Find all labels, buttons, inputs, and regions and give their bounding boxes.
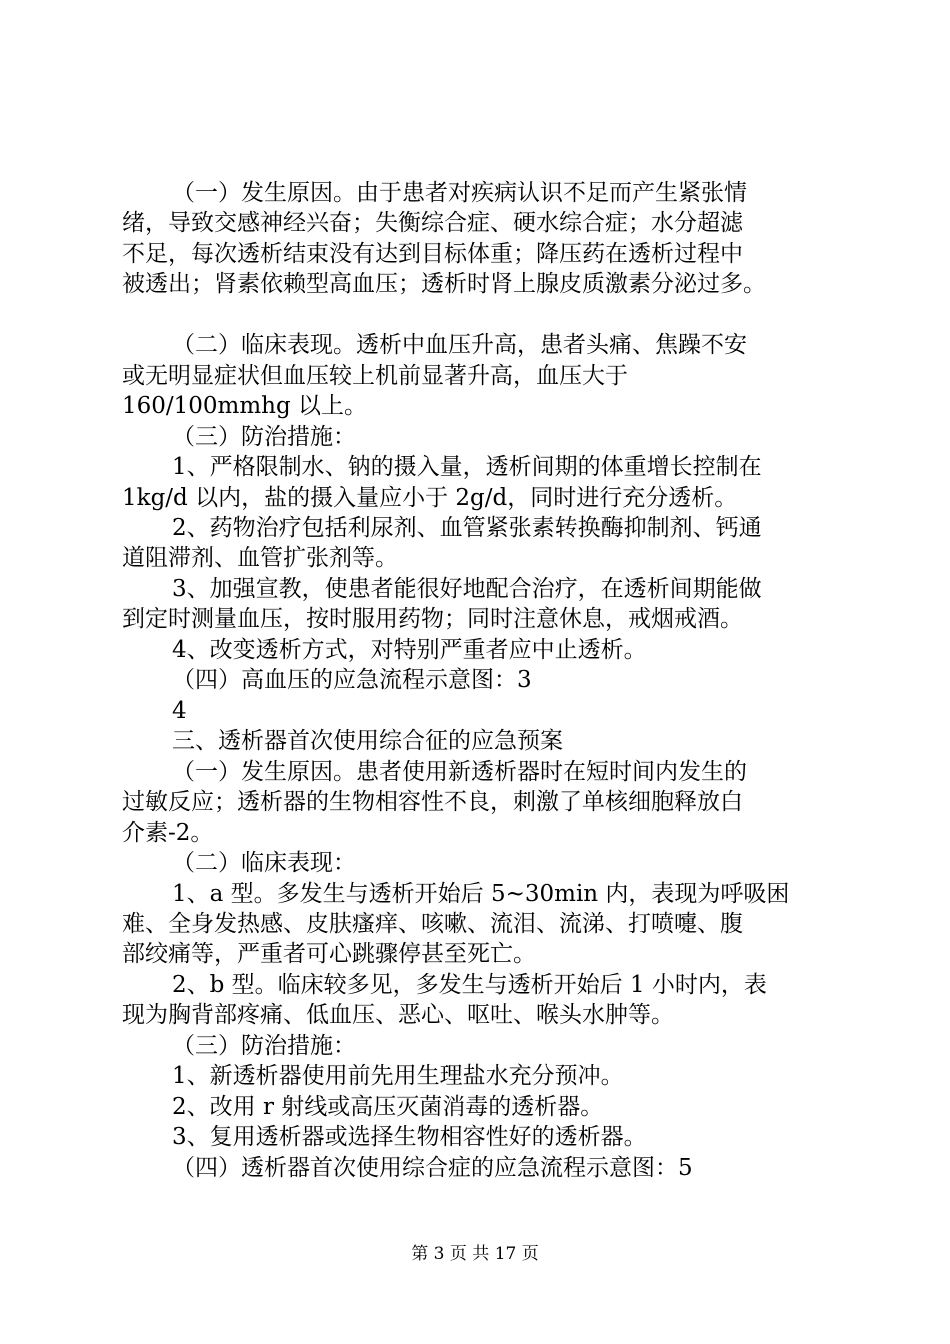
text-line: （四）透析器首次使用综合症的应急流程示意图：5	[172, 1155, 693, 1181]
text-line: 不足，每次透析结束没有达到目标体重；降压药在透析过程中	[122, 241, 743, 267]
text-line: 2、改用 r 射线或高压灭菌消毒的透析器。	[172, 1094, 604, 1120]
text-line: （二）临床表现：	[172, 850, 356, 876]
text-line: （三）防治措施：	[172, 424, 356, 450]
text-line: 被透出；肾素依赖型高血压；透析时肾上腺皮质激素分泌过多。	[122, 271, 766, 297]
text-line: 4	[172, 698, 187, 724]
text-line: 1kg/d 以内，盐的摄入量应小于 2g/d，同时进行充分透析。	[122, 485, 738, 511]
text-line: 1、新透析器使用前先用生理盐水充分预冲。	[172, 1063, 624, 1089]
text-line: 到定时测量血压，按时服用药物；同时注意休息，戒烟戒酒。	[122, 606, 743, 632]
text-line: 现为胸背部疼痛、低血压、恶心、呕吐、喉头水肿等。	[122, 1002, 674, 1028]
text-line: 160/100mmhg 以上。	[122, 393, 368, 419]
text-line: 或无明显症状但血压较上机前显著升高，血压大于	[122, 363, 628, 389]
text-line: 2、药物治疗包括利尿剂、血管紧张素转换酶抑制剂、钙通	[172, 515, 762, 541]
text-line: 三、透析器首次使用综合征的应急预案	[172, 728, 563, 754]
text-line: 介素-2。	[122, 820, 214, 846]
text-line: （二）临床表现。透析中血压升高，患者头痛、焦躁不安	[172, 332, 747, 358]
text-line: 4、改变透析方式，对特别严重者应中止透析。	[172, 637, 647, 663]
text-line: 难、全身发热感、皮肤瘙痒、咳嗽、流泪、流涕、打喷嚏、腹	[122, 911, 743, 937]
text-line: 过敏反应；透析器的生物相容性不良，刺激了单核细胞释放白	[122, 789, 743, 815]
text-line: 道阻滞剂、血管扩张剂等。	[122, 545, 398, 571]
text-line: （三）防治措施：	[172, 1033, 356, 1059]
text-line: 3、加强宣教，使患者能很好地配合治疗，在透析间期能做	[172, 576, 762, 602]
text-line: 3、复用透析器或选择生物相容性好的透析器。	[172, 1124, 647, 1150]
text-line: （一）发生原因。由于患者对疾病认识不足而产生紧张情	[172, 180, 747, 206]
text-line: 绪，导致交感神经兴奋；失衡综合症、硬水综合症；水分超滤	[122, 210, 743, 236]
page-footer: 第 3 页 共 17 页	[411, 1244, 539, 1264]
text-line: 部绞痛等，严重者可心跳骤停甚至死亡。	[122, 941, 536, 967]
text-line: 2、b 型。临床较多见，多发生与透析开始后 1 小时内，表	[172, 972, 767, 998]
text-line: 1、严格限制水、钠的摄入量，透析间期的体重增长控制在	[172, 454, 762, 480]
text-line: （四）高血压的应急流程示意图：3	[172, 667, 532, 693]
text-line: （一）发生原因。患者使用新透析器时在短时间内发生的	[172, 759, 747, 785]
text-line: 1、a 型。多发生与透析开始后 5~30min 内，表现为呼吸困	[172, 881, 790, 907]
